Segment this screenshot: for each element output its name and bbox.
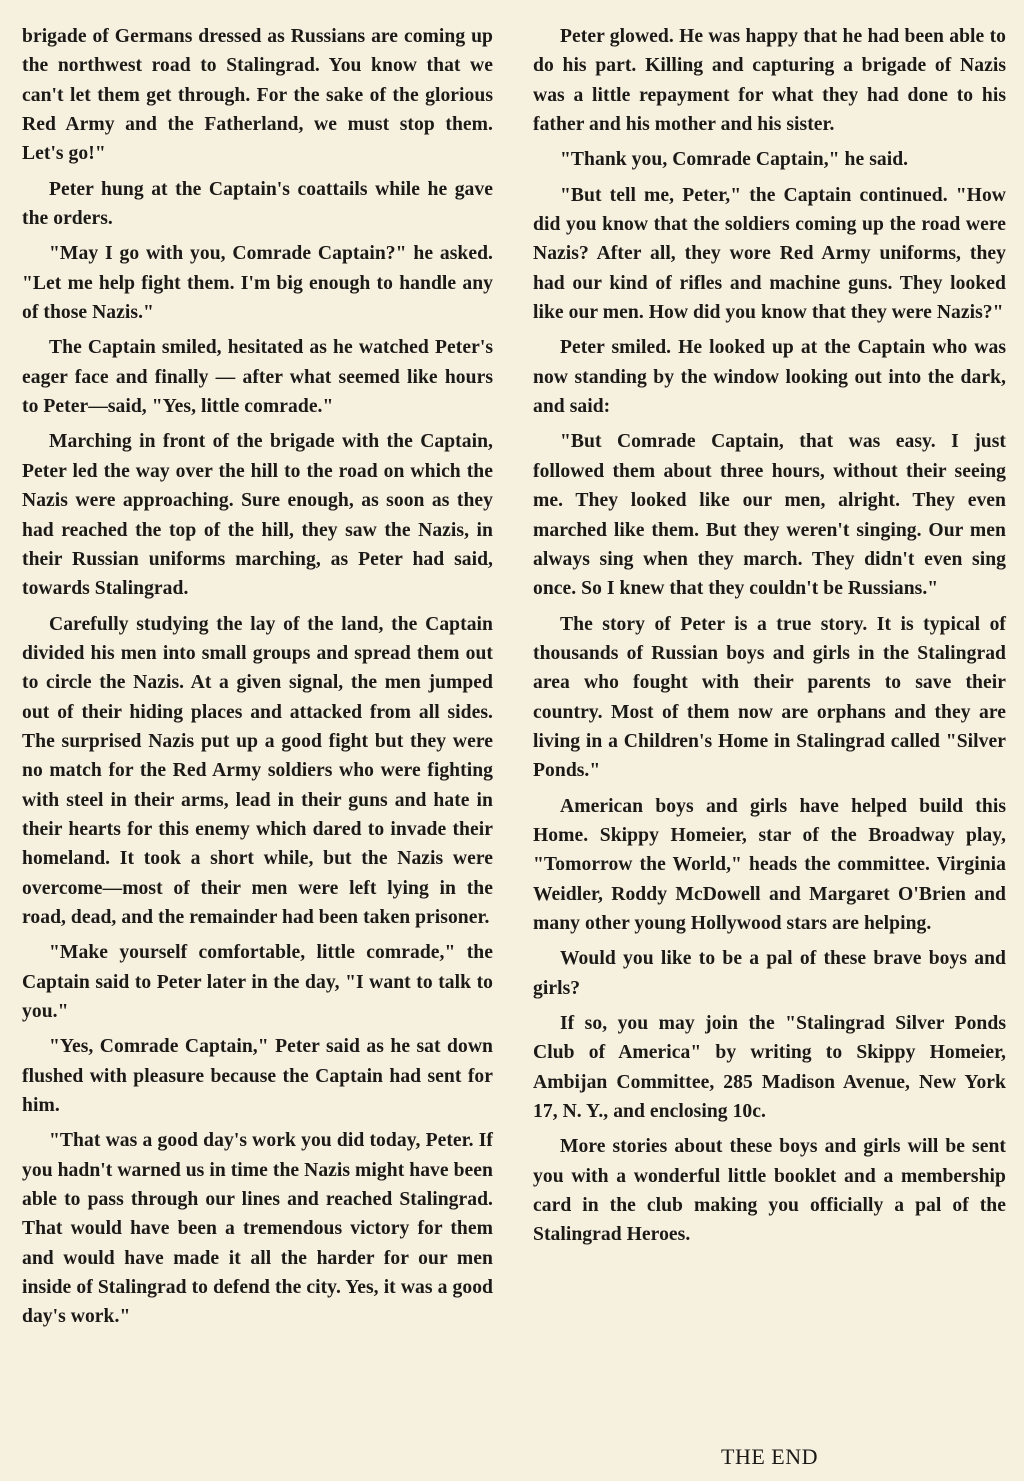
story-paragraph: "But tell me, Peter," the Captain continued. "How did you know that the soldiers coming up the road were Nazis? After all, they wore Red Army uniforms, they had our kind of rifles and machine guns. They looked like our men. How did you know that they were Nazis?" <box>533 184 1006 324</box>
story-paragraph: Peter glowed. He was happy that he had been able to do his part. Killing and capturing a brigade of Nazis was a little repayment for what they had done to his father and his mother and his sister. <box>533 26 1006 136</box>
story-paragraph: "But Comrade Captain, that was easy. I just followed them about three hours, without their seeing me. They looked like our men, alright. They even marched like them. But they weren't singing. Our men always sing when they march. They didn't even sing once. So I knew that they couldn't be Russians." <box>533 431 1006 600</box>
the-end-label: THE END <box>721 1444 818 1469</box>
story-paragraph: Peter smiled. He looked up at the Captain who was now standing by the window looking out into the dark, and said: <box>533 337 1006 418</box>
story-paragraph: Carefully studying the lay of the land, the Captain divided his men into small groups and spread them out to circle the Nazis. At a given signal, the men jumped out of their hiding places and attacked from all sides. The surprised Nazis put up a good fight but they were no match for the Red Army soldiers who were fighting with steel in their arms, lead in their guns and hate in their hearts for this enemy which dared to invade their homeland. It took a short while, but the Nazis were overcome—most of their men were left lying in the road, dead, and the remainder had been taken prisoner. <box>22 613 493 928</box>
right-text-column <box>533 22 1006 1256</box>
story-paragraph: "Thank you, Comrade Captain," he said. <box>560 149 909 171</box>
story-paragraph: "May I go with you, Comrade Captain?" he asked. "Let me help fight them. I'm big enough to handle any of those Nazis." <box>22 243 493 324</box>
story-paragraph: "Make yourself comfortable, little comrade," the Captain said to Peter later in the day, "I want to talk to you." <box>22 942 493 1022</box>
story-paragraph: Peter hung at the Captain's coattails while he gave the orders. <box>22 178 493 230</box>
story-paragraph: "That was a good day's work you did today, Peter. If you hadn't warned us in time the Nazis might have been able to pass through our lines and reached Stalingrad. That would have been a tremendous victory for them and would have made it all the harder for our men inside of Stalingrad to defend the city. Yes, it was a good day's work." <box>22 1130 493 1328</box>
story-paragraph: Marching in front of the brigade with the Captain, Peter led the way over the hill to the road on which the Nazis were approaching. Sure enough, as soon as they had reached the top of the hill, they saw the Nazis, in their Russian uniforms marching, as Peter had said, towards Stalingrad. <box>22 431 493 600</box>
story-paragraph: brigade of Germans dressed as Russians are coming up the northwest road to Stalingrad. You know that we can't let them get through. For the sake of the glorious Red Army and the Fatherland, we must stop them. Let's go!" <box>22 26 493 165</box>
story-paragraph: The story of Peter is a true story. It is typical of thousands of Russian boys and girls in the Stalingrad area who fought with their parents to save their country. Most of them now are orphans and they are living in a Children's Home in Stalingrad called "Silver Ponds." <box>533 613 1006 782</box>
story-paragraph: "Yes, Comrade Captain," Peter said as he sat down flushed with pleasure because the Captain had sent for him. <box>22 1036 493 1117</box>
story-paragraph: American boys and girls have helped build this Home. Skippy Homeier, star of the Broadway play, "Tomorrow the World," heads the committee. Virginia Weidler, Roddy McDowell and Margaret O'Brien and many other young Hollywood stars are helping. <box>533 795 1006 934</box>
story-paragraph: The Captain smiled, hesitated as he watched Peter's eager face and finally — after what seemed like hours to Peter—said, "Yes, little comrade." <box>22 337 493 418</box>
story-paragraph: More stories about these boys and girls will be sent you with a wonderful little booklet and a membership card in the club making you officially a pal of the Stalingrad Heroes. <box>533 1136 1006 1246</box>
left-text-column <box>22 22 493 1338</box>
story-paragraph: If so, you may join the "Stalingrad Silver Ponds Club of America" by writing to Skippy Homeier, Ambijan Committee, 285 Madison Avenue, New York 17, N. Y., and enclosing 10c. <box>533 1013 1006 1123</box>
story-paragraph: Would you like to be a pal of these brave boys and girls? <box>533 948 1006 999</box>
